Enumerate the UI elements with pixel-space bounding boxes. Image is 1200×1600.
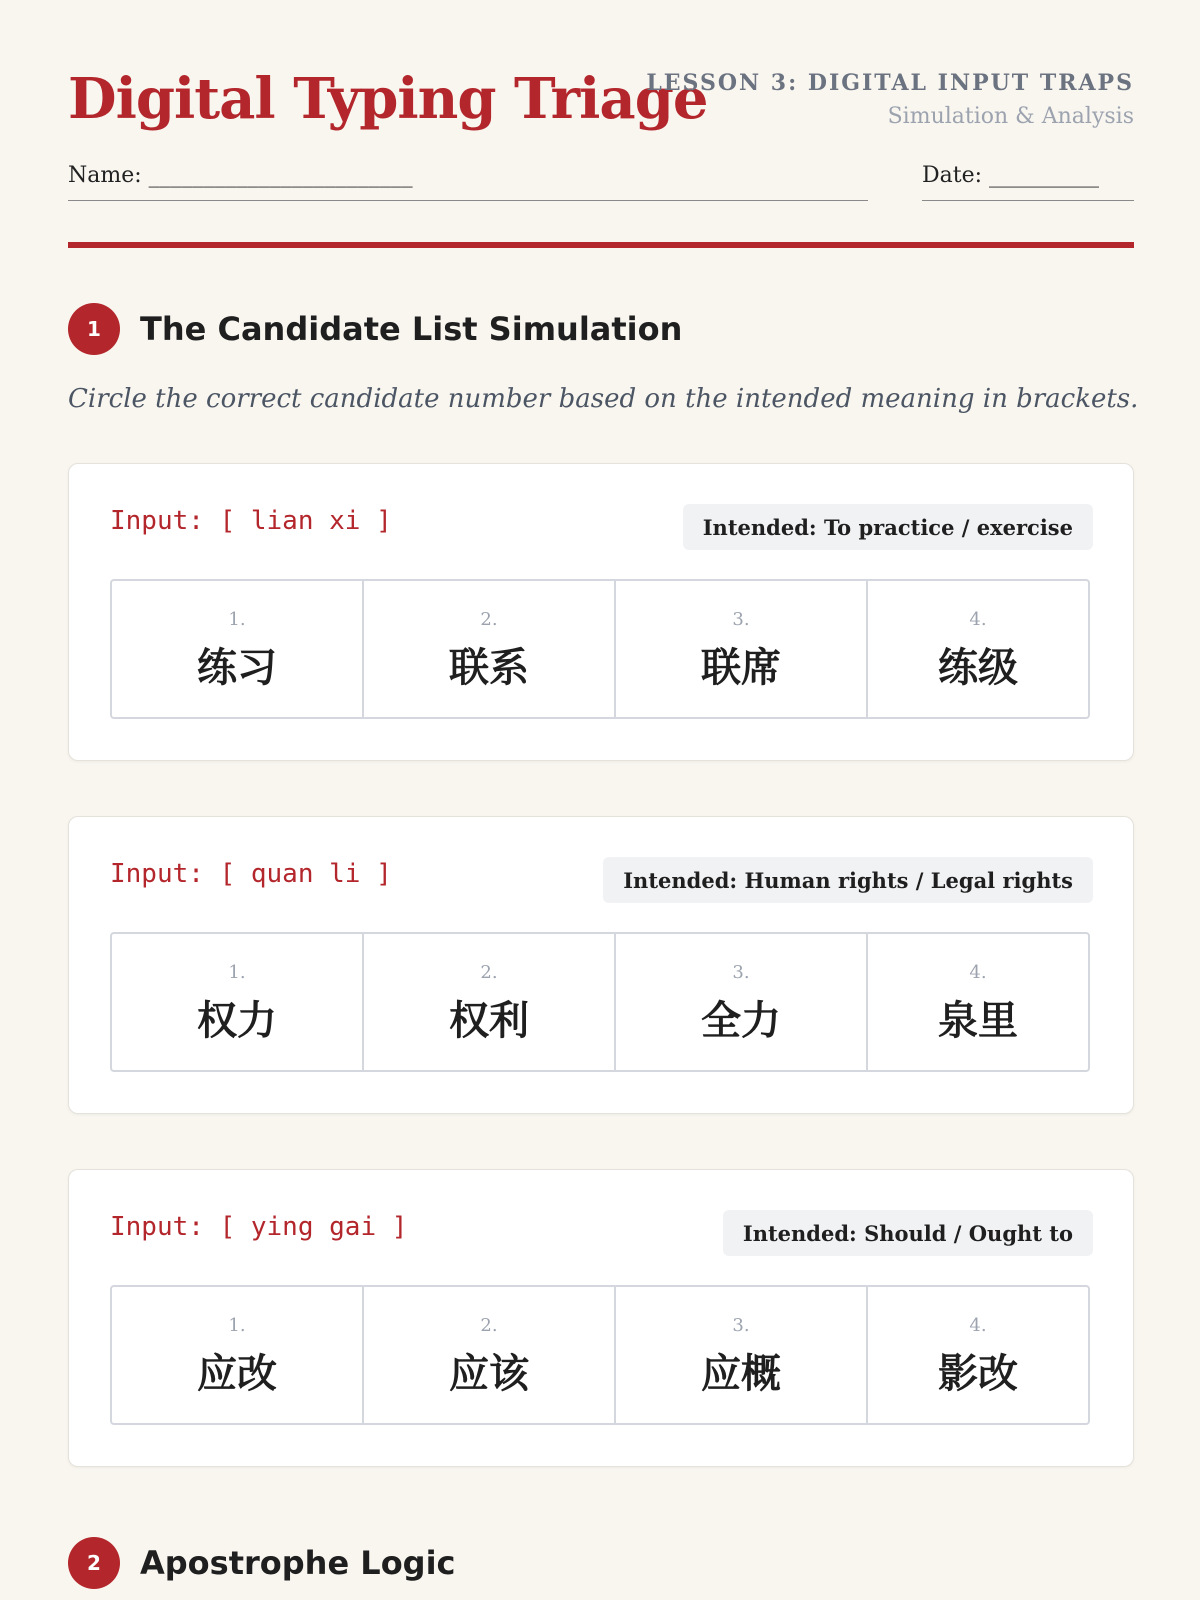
candidate-option[interactable] [364, 581, 616, 717]
date-field[interactable] [922, 160, 1134, 201]
section-number-badge: 1 [68, 303, 120, 355]
section-2-heading [68, 1536, 456, 1590]
pinyin-input: Input: [ ying gai ] [110, 1212, 408, 1242]
candidate-number: 2. [480, 609, 498, 630]
candidate-option[interactable] [868, 934, 1088, 1070]
candidate-option[interactable] [616, 581, 868, 717]
exercise-card [68, 463, 1134, 761]
candidate-word: 联系 [449, 645, 529, 691]
lesson-subtitle: Simulation & Analysis [887, 104, 1134, 129]
candidate-option[interactable] [868, 581, 1088, 717]
candidate-word: 应改 [197, 1351, 277, 1397]
section-1-heading [68, 302, 682, 356]
candidate-word: 权利 [449, 998, 529, 1044]
instruction-text: Circle the correct candidate number based on the intended meaning in brackets. [68, 384, 1139, 414]
candidate-number: 3. [732, 1315, 750, 1336]
candidate-option[interactable] [112, 1287, 364, 1423]
name-label: Name: ________________________ [68, 163, 413, 188]
candidate-number: 4. [969, 609, 987, 630]
candidate-option[interactable] [364, 1287, 616, 1423]
candidate-number: 1. [228, 609, 246, 630]
header-divider [68, 242, 1134, 248]
candidate-option[interactable] [112, 934, 364, 1070]
lesson-info [646, 70, 1134, 129]
worksheet-header [68, 0, 1134, 246]
candidate-word: 全力 [701, 998, 781, 1044]
candidate-number: 4. [969, 1315, 987, 1336]
candidate-word: 联席 [701, 645, 781, 691]
exercise-card [68, 816, 1134, 1114]
candidate-number: 4. [969, 962, 987, 983]
candidate-word: 应概 [701, 1351, 781, 1397]
candidate-word: 练级 [938, 645, 1018, 691]
name-field[interactable] [68, 160, 868, 201]
candidate-option[interactable] [868, 1287, 1088, 1423]
candidate-number: 2. [480, 1315, 498, 1336]
candidate-word: 权力 [197, 998, 277, 1044]
page-title: Digital Typing Triage [68, 66, 708, 132]
candidate-option[interactable] [616, 934, 868, 1070]
lesson-label: LESSON 3: DIGITAL INPUT TRAPS [646, 70, 1134, 96]
section-title: Apostrophe Logic [140, 1544, 456, 1582]
candidate-list [110, 932, 1090, 1072]
section-title: The Candidate List Simulation [140, 310, 683, 348]
candidate-number: 1. [228, 1315, 246, 1336]
candidate-list [110, 1285, 1090, 1425]
exercise-card [68, 1169, 1134, 1467]
candidate-word: 泉里 [938, 998, 1018, 1044]
pinyin-input: Input: [ lian xi ] [110, 506, 392, 536]
date-label: Date: __________ [922, 163, 1100, 188]
candidate-option[interactable] [364, 934, 616, 1070]
intended-meaning-badge: Intended: Human rights / Legal rights [603, 857, 1093, 903]
candidate-number: 3. [732, 609, 750, 630]
candidate-option[interactable] [616, 1287, 868, 1423]
pinyin-input: Input: [ quan li ] [110, 859, 392, 889]
candidate-option[interactable] [112, 581, 364, 717]
candidate-word: 影改 [938, 1351, 1018, 1397]
candidate-number: 1. [228, 962, 246, 983]
intended-meaning-badge: Intended: To practice / exercise [683, 504, 1093, 550]
section-number-badge: 2 [68, 1537, 120, 1589]
candidate-number: 3. [732, 962, 750, 983]
candidate-list [110, 579, 1090, 719]
intended-meaning-badge: Intended: Should / Ought to [723, 1210, 1093, 1256]
worksheet-page [68, 0, 1139, 1582]
candidate-number: 2. [480, 962, 498, 983]
candidate-word: 应该 [449, 1351, 529, 1397]
candidate-word: 练习 [197, 645, 277, 691]
